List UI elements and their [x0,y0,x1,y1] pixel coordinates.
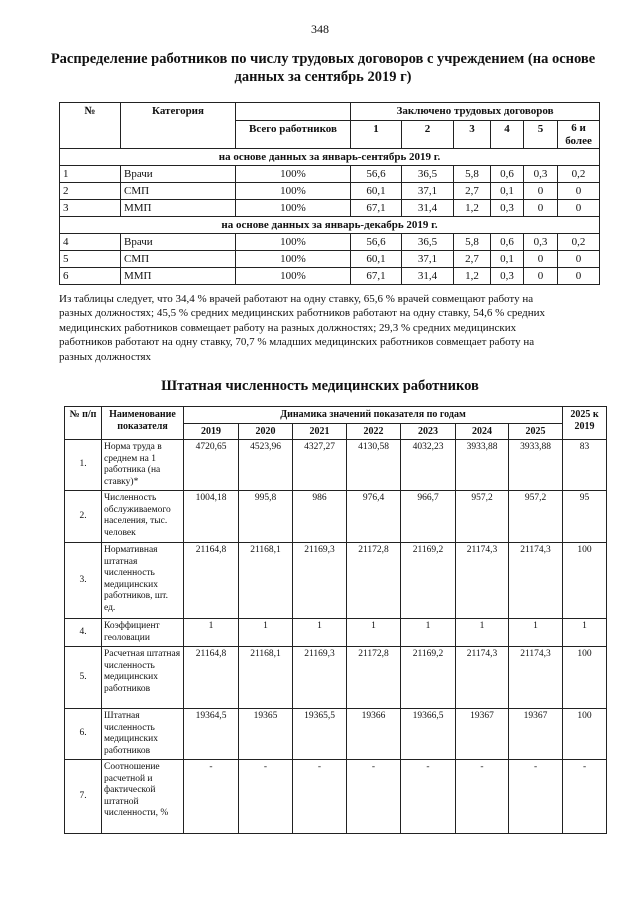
table-row [65,440,607,491]
category-cell: СМП [121,251,236,268]
contracts-c2-cell: 37,1 [402,251,454,268]
value-cell: 21172,8 [347,543,401,619]
value-cell: 19365,5 [293,709,347,760]
contracts-table [59,102,600,285]
contracts-c3-cell: 5,8 [454,234,491,251]
value-cell: 3933,88 [509,440,563,491]
row-number: 5 [60,251,121,268]
summary-paragraph [59,292,601,364]
row-number: 6 [60,268,121,285]
contracts-c4-cell: 0,6 [491,166,524,183]
header-5: 5 [524,121,558,149]
row-number: 1 [60,166,121,183]
value-cell: 1004,18 [184,491,239,543]
value-cell: 21174,3 [456,543,509,619]
ratio-cell: - [563,760,607,834]
contracts-c4-cell: 0,1 [491,251,524,268]
header-3: 3 [454,121,491,149]
value-cell: - [184,760,239,834]
value-cell: 21169,3 [293,543,347,619]
note-line: Из таблицы следует, что 34,4 % врачей работают на одну ставку, 65,6 % врачей совмещают работу на [59,293,534,305]
contracts-c4-cell: 0,1 [491,183,524,200]
contracts-c6-cell: 0 [558,268,600,285]
category-cell: ММП [121,200,236,217]
header-pp: № п/п [65,407,102,440]
ratio-cell: 100 [563,709,607,760]
value-cell: 21169,2 [401,543,456,619]
value-cell: 19366,5 [401,709,456,760]
contracts-c1-cell: 60,1 [351,183,402,200]
header-contracts: Заключено трудовых договоров [351,103,600,121]
contracts-c5-cell: 0,3 [524,234,558,251]
title-contracts: Распределение работников по числу трудовых договоров с учреждением (на основе данных за сентябрь 2019 г) [50,51,596,85]
contracts-c2-cell: 37,1 [402,183,454,200]
table-row [65,760,607,834]
value-cell: 1 [184,619,239,647]
contracts-c3-cell: 5,8 [454,166,491,183]
header-6: 6 и более [558,121,600,149]
table-row [65,543,607,619]
ratio-cell: 100 [563,647,607,709]
table-row [65,619,607,647]
value-cell: 1 [456,619,509,647]
contracts-c6-cell: 0 [558,183,600,200]
category-cell: Врачи [121,234,236,251]
row-number: 7. [65,760,102,834]
value-cell: - [456,760,509,834]
value-cell: 21164,8 [184,543,239,619]
year-header: 2021 [293,423,347,440]
value-cell: 19367 [509,709,563,760]
total-cell: 100% [236,200,351,217]
value-cell: 986 [293,491,347,543]
value-cell: 3933,88 [456,440,509,491]
value-cell: 4523,96 [239,440,293,491]
row-number: 4. [65,619,102,647]
value-cell: 19365 [239,709,293,760]
contracts-c1-cell: 56,6 [351,234,402,251]
indicator-name: Численность обслуживаемого населения, тыс. человек [102,491,184,543]
contracts-c2-cell: 31,4 [402,200,454,217]
ratio-cell: 100 [563,543,607,619]
contracts-c1-cell: 56,6 [351,166,402,183]
contracts-c3-cell: 1,2 [454,268,491,285]
ratio-cell: 1 [563,619,607,647]
table-row [60,166,600,183]
row-number: 4 [60,234,121,251]
table-row [60,183,600,200]
value-cell: 957,2 [509,491,563,543]
value-cell: 1 [401,619,456,647]
contracts-c1-cell: 67,1 [351,268,402,285]
category-cell: ММП [121,268,236,285]
indicator-name: Норма труда в среднем на 1 работника (на ставку)* [102,440,184,491]
row-number: 2. [65,491,102,543]
section-jan-sep: на основе данных за январь-сентябрь 2019 г. [60,149,600,166]
value-cell: 21172,8 [347,647,401,709]
note-line: разных должностях [59,350,152,363]
row-number: 3 [60,200,121,217]
year-header: 2022 [347,423,401,440]
note-line: работников работают на одну ставку, 70,7 % младших медицинских работников совмещает работу на [59,336,535,349]
indicator-name: Расчетная штатная численность медицинских работников [102,647,184,709]
value-cell: - [401,760,456,834]
category-cell: Врачи [121,166,236,183]
row-number: 6. [65,709,102,760]
value-cell: 21169,3 [293,647,347,709]
header-num: № [60,103,121,149]
contracts-c6-cell: 0 [558,200,600,217]
value-cell: 1 [509,619,563,647]
contracts-c4-cell: 0,3 [491,200,524,217]
contracts-c5-cell: 0 [524,268,558,285]
header-indicator: Наименование показателя [102,407,184,440]
page-number: 348 [311,22,329,36]
header-dynamics: Динамика значений показателя по годам [184,407,563,424]
note-line: медицинских работников совмещает работу на разных должностях; 29,3 % средних медицинских [59,321,517,334]
total-cell: 100% [236,234,351,251]
contracts-c4-cell: 0,3 [491,268,524,285]
header-category: Категория [121,103,236,149]
value-cell: 21174,3 [509,543,563,619]
contracts-c1-cell: 67,1 [351,200,402,217]
table-row [65,491,607,543]
value-cell: 21164,8 [184,647,239,709]
value-cell: 976,4 [347,491,401,543]
year-header: 2023 [401,423,456,440]
contracts-c3-cell: 2,7 [454,251,491,268]
value-cell: 1 [293,619,347,647]
year-header: 2020 [239,423,293,440]
value-cell: 966,7 [401,491,456,543]
value-cell: 957,2 [456,491,509,543]
value-cell: 1 [239,619,293,647]
table-row [60,251,600,268]
value-cell: 19366 [347,709,401,760]
year-header: 2025 [509,423,563,440]
total-cell: 100% [236,183,351,200]
header-2: 2 [402,121,454,149]
contracts-c5-cell: 0 [524,251,558,268]
title-staffing: Штатная численность медицинских работников [161,378,479,394]
row-number: 1. [65,440,102,491]
staffing-table [64,406,607,834]
value-cell: 4130,58 [347,440,401,491]
value-cell: 19364,5 [184,709,239,760]
category-cell: СМП [121,183,236,200]
contracts-c1-cell: 60,1 [351,251,402,268]
contracts-c2-cell: 31,4 [402,268,454,285]
year-header: 2024 [456,423,509,440]
total-cell: 100% [236,251,351,268]
table-row [60,234,600,251]
contracts-c6-cell: 0,2 [558,166,600,183]
value-cell: - [347,760,401,834]
contracts-c5-cell: 0 [524,183,558,200]
contracts-c6-cell: 0,2 [558,234,600,251]
contracts-c6-cell: 0 [558,251,600,268]
row-number: 5. [65,647,102,709]
total-cell: 100% [236,268,351,285]
indicator-name: Коэффициент геоловации [102,619,184,647]
indicator-name: Штатная численность медицинских работников [102,709,184,760]
total-cell: 100% [236,166,351,183]
header-blank [236,103,351,121]
row-number: 2 [60,183,121,200]
header-1: 1 [351,121,402,149]
contracts-c3-cell: 2,7 [454,183,491,200]
value-cell: 4720,65 [184,440,239,491]
note-line: разных должностях; 45,5 % средних медицинских работников работают на одну ставку, 54,6 % средних [59,307,545,320]
indicator-name: Соотношение расчетной и фактической штатной численности, % [102,760,184,834]
contracts-c3-cell: 1,2 [454,200,491,217]
value-cell: 21169,2 [401,647,456,709]
ratio-cell: 83 [563,440,607,491]
value-cell: 21174,3 [456,647,509,709]
table-row [60,268,600,285]
indicator-name: Нормативная штатная численность медицинских работников, шт. ед. [102,543,184,619]
header-total: Всего работников [236,121,351,149]
value-cell: 21174,3 [509,647,563,709]
value-cell: - [239,760,293,834]
value-cell: 4327,27 [293,440,347,491]
contracts-c2-cell: 36,5 [402,166,454,183]
value-cell: 1 [347,619,401,647]
ratio-cell: 95 [563,491,607,543]
section-jan-dec: на основе данных за январь-декабрь 2019 г. [60,217,600,234]
value-cell: 995,8 [239,491,293,543]
value-cell: 4032,23 [401,440,456,491]
table-row [65,647,607,709]
header-2025-vs-2019: 2025 к 2019 [563,407,607,440]
contracts-c5-cell: 0 [524,200,558,217]
value-cell: 19367 [456,709,509,760]
value-cell: - [293,760,347,834]
value-cell: 21168,1 [239,647,293,709]
year-header: 2019 [184,423,239,440]
value-cell: - [509,760,563,834]
header-4: 4 [491,121,524,149]
value-cell: 21168,1 [239,543,293,619]
row-number: 3. [65,543,102,619]
table-row [65,709,607,760]
table-row [60,200,600,217]
contracts-c4-cell: 0,6 [491,234,524,251]
contracts-c5-cell: 0,3 [524,166,558,183]
contracts-c2-cell: 36,5 [402,234,454,251]
